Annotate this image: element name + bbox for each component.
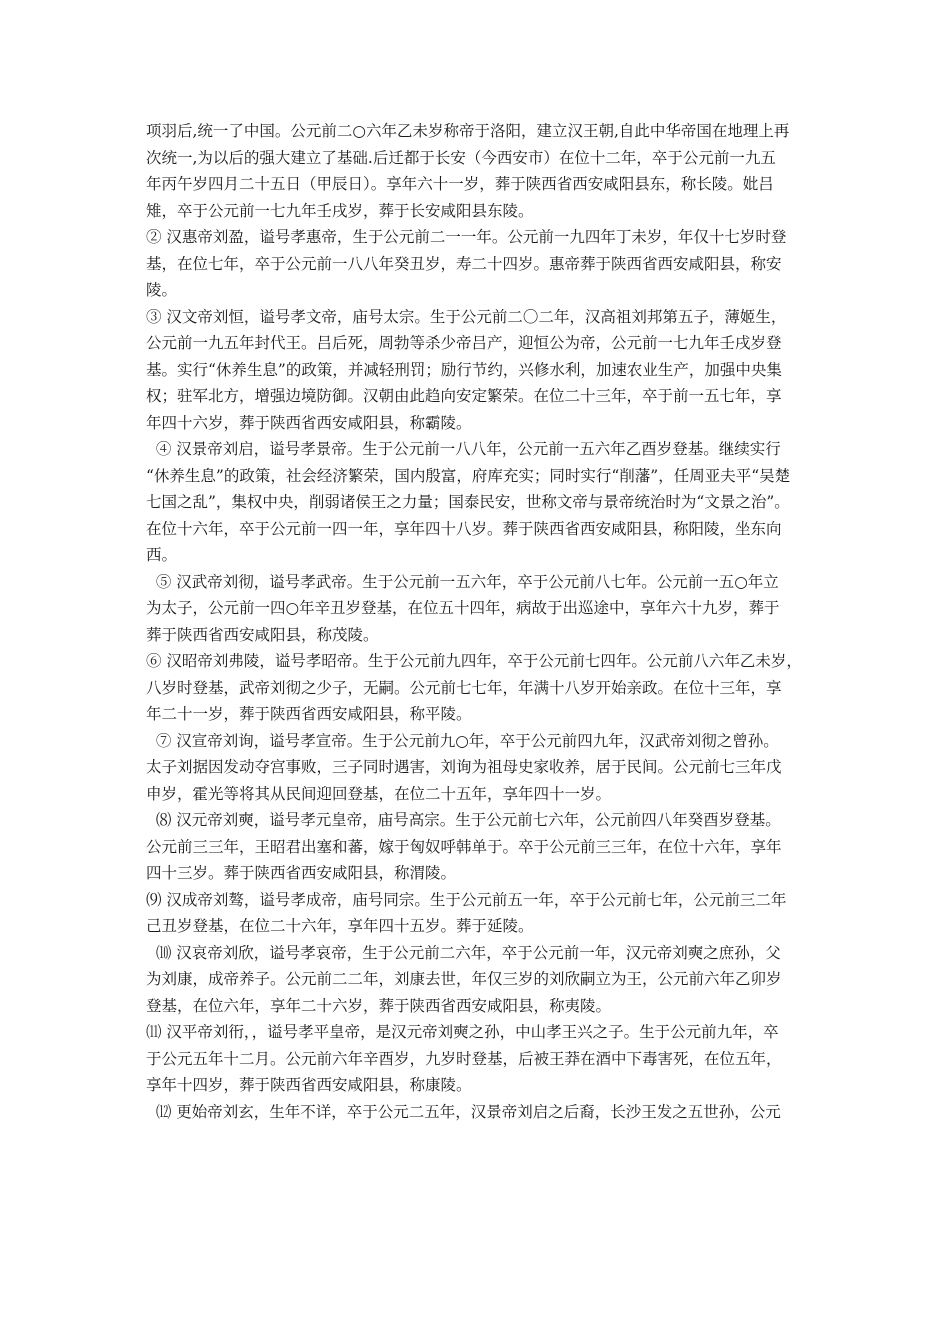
text-line: ⑤ 汉武帝刘彻，谥号孝武帝。生于公元前一五六年，卒于公元前八七年。公元前一五○年立 <box>146 572 779 591</box>
text-line: 年二十一岁，葬于陕西省西安咸阳县，称平陵。 <box>146 705 472 723</box>
text-line: 为刘康，成帝养子。公元前二二年，刘康去世，年仅三岁的刘欣嗣立为王，公元前六年乙卯岁 <box>146 970 782 988</box>
text-line: 申岁，霍光等将其从民间迎回登基，在位二十五年，享年四十一岁。 <box>146 784 612 803</box>
text-line: 为太子，公元前一四○年辛丑岁登基，在位五十四年，病故于出巡途中，享年六十九岁，葬于 <box>146 599 780 617</box>
text-line: ④ 汉景帝刘启，谥号孝景帝。生于公元前一八八年，公元前一五六年乙酉岁登基。继续实行 <box>146 440 781 458</box>
text-line: 太子刘据因发动夺宫事败，三子同时遇害，刘询为祖母史家收养，居于民间。公元前七三年戊 <box>146 758 782 776</box>
text-line: 基。实行“休养生息”的政策，并减轻刑罚；励行节约，兴修水利，加速农业生产，加强中央集 <box>146 360 782 379</box>
text-line: ⑦ 汉宣帝刘询，谥号孝宣帝。生于公元前九○年，卒于公元前四九年，汉武帝刘彻之曾孙。 <box>146 731 779 750</box>
text-line: 己丑岁登基，在位二十六年，享年四十五岁。葬于延陵。 <box>146 917 534 935</box>
text-line: ⑽ 汉哀帝刘欣，谥号孝哀帝，生于公元前二六年，卒于公元前一年，汉元帝刘奭之庶孙，父 <box>146 943 781 962</box>
text-line: 登基，在位六年，享年二十六岁，葬于陕西省西安咸阳县，称夷陵。 <box>146 996 612 1015</box>
document-body-text <box>146 118 826 1125</box>
text-line: 四十三岁。葬于陕西省西安咸阳县，称渭陵。 <box>146 864 457 882</box>
text-line: ⑾ 汉平帝刘衎，，谥号孝平皇帝，是汉元帝刘奭之孙，中山孝王兴之子。生于公元前九年，卒 <box>146 1023 779 1041</box>
text-line: ⑥ 汉昭帝刘弗陵，谥号孝昭帝。生于公元前九四年，卒于公元前七四年。公元前八六年乙未岁， <box>146 652 802 670</box>
text-line: 权；驻军北方，增强边境防御。汉朝由此趋向安定繁荣。在位二十三年，卒于前一五七年，享 <box>146 387 782 405</box>
text-line: 公元前三三年，王昭君出塞和蕃，嫁于匈奴呼韩单于。卒于公元前三三年，在位十六年，享年 <box>146 837 782 856</box>
text-line: 公元前一九五年封代王。吕后死，周勃等杀少帝吕产，迎恒公为帝，公元前一七九年壬戌岁登 <box>146 334 782 352</box>
text-line: ⑼ 汉成帝刘骜，谥号孝成帝，庙号同宗。生于公元前五一年，卒于公元前七年，公元前三二年 <box>146 890 787 909</box>
text-line: ⑿ 更始帝刘玄，生年不详，卒于公元二五年，汉景帝刘启之后裔，长沙王发之五世孙，公元 <box>146 1102 781 1121</box>
text-line: 年丙午岁四月二十五日（甲辰日）。享年六十一岁，葬于陕西省西安咸阳县东，称长陵。妣吕 <box>146 175 774 193</box>
text-line: 年四十六岁，葬于陕西省西安咸阳县，称霸陵。 <box>146 413 472 432</box>
text-line: 葬于陕西省西安咸阳县，称茂陵。 <box>146 625 379 644</box>
text-line: 于公元五年十二月。公元前六年辛酉岁，九岁时登基，后被王莽在酒中下毒害死，在位五年， <box>146 1049 782 1068</box>
text-line: ⑻ 汉元帝刘奭，谥号孝元皇帝，庙号高宗。生于公元前七六年，公元前四八年癸酉岁登基。 <box>146 811 781 829</box>
text-line: 七国之乱”，集权中央，削弱诸侯王之力量；国泰民安，世称文帝与景帝统治时为“文景之治”。 <box>146 493 790 511</box>
text-line: 项羽后,统一了中国。公元前二○六年乙未岁称帝于洛阳，建立汉王朝,自此中华帝国在地理上再 <box>146 122 790 140</box>
text-line: 八岁时登基，武帝刘彻之少子，无嗣。公元前七七年，年满十八岁开始亲政。在位十三年，享 <box>146 678 782 697</box>
text-line: 陵。 <box>146 281 178 299</box>
text-line: ③ 汉文帝刘恒，谥号孝文帝，庙号太宗。生于公元前二〇二年，汉高祖刘邦第五子，薄姬生， <box>146 307 787 326</box>
text-line: 西。 <box>146 546 178 564</box>
text-line: 享年十四岁，葬于陕西省西安咸阳县，称康陵。 <box>146 1076 472 1094</box>
text-line: “休养生息”的政策，社会经济繁荣，国内殷富，府库充实；同时实行“削藩”，任周亚夫平“吴楚 <box>146 466 791 485</box>
text-line: 在位十六年，卒于公元前一四一年，享年四十八岁。葬于陕西省西安咸阳县，称阳陵，坐东向 <box>146 519 782 538</box>
text-line: 雉，卒于公元前一七九年壬戌岁，葬于长安咸阳县东陵。 <box>146 201 534 220</box>
text-line: 基，在位七年，卒于公元前一八八年癸丑岁，寿二十四岁。惠帝葬于陕西省西安咸阳县，称安 <box>146 254 782 273</box>
text-line: 次统一,为以后的强大建立了基础.后迁都于长安（今西安市）在位十二年，卒于公元前一九五 <box>146 148 776 167</box>
text-line: ② 汉惠帝刘盈，谥号孝惠帝，生于公元前二一一年。公元前一九四年丁未岁，年仅十七岁时登 <box>146 228 787 246</box>
